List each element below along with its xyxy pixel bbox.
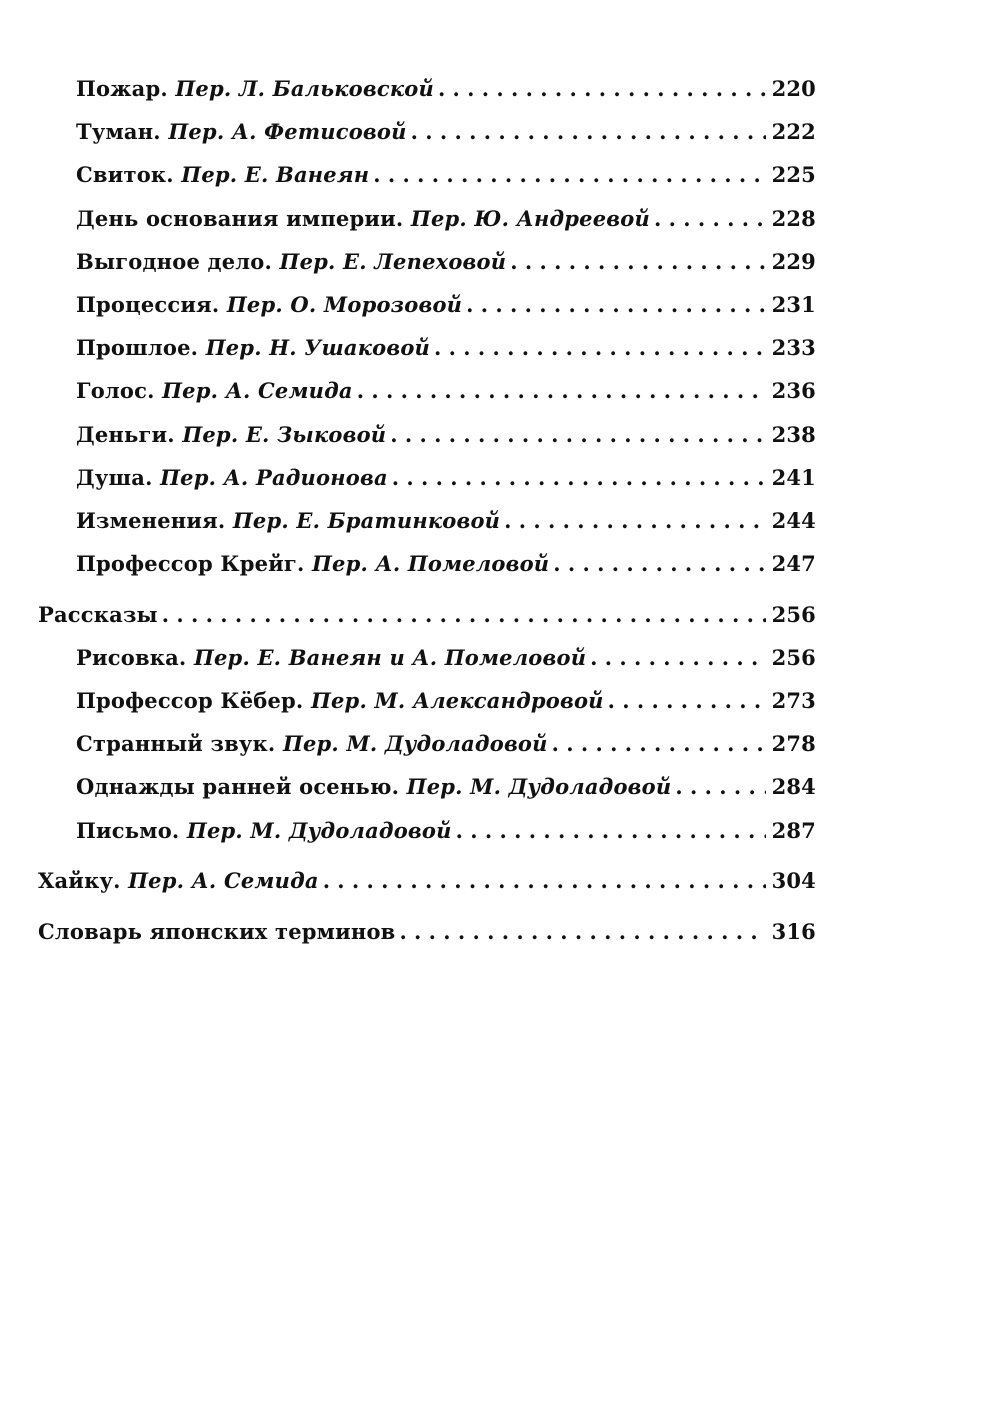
entry-page-number: 225 — [771, 162, 816, 188]
entry-translator: Пер. А. Семида — [162, 378, 353, 404]
dot-leader — [390, 422, 766, 447]
toc-entry — [38, 465, 816, 508]
toc-entry — [38, 774, 816, 817]
entry-title: Выгодное дело. Пер. Е. Лепеховой — [76, 248, 507, 274]
entry-title: Профессор Крейг. Пер. А. Помеловой — [76, 551, 550, 577]
entry-page-number: 273 — [771, 688, 816, 714]
dot-leader — [466, 292, 766, 317]
entry-translator: Пер. А. Радионова — [160, 464, 388, 490]
dot-leader — [675, 774, 766, 799]
entry-title: Голос. Пер. А. Семида — [76, 378, 353, 404]
toc-entry — [38, 508, 816, 551]
entry-page-number: 220 — [771, 76, 816, 101]
section-title: Хайку. Пер. А. Семида — [38, 868, 319, 894]
toc-entry — [38, 335, 816, 378]
dot-leader — [373, 162, 766, 187]
entry-translator: Пер. Е. Братинковой — [232, 507, 501, 533]
entry-translator: Пер. Л. Бальковской — [175, 76, 434, 101]
toc-entry — [38, 76, 816, 119]
entry-translator: Пер. М. Дудоладовой — [406, 774, 672, 800]
entry-title: День основания империи. Пер. Ю. Андреевой — [76, 205, 650, 231]
entry-page-number: 233 — [771, 335, 816, 361]
dot-leader — [323, 868, 766, 893]
dot-leader — [504, 508, 766, 533]
entry-translator: Пер. Е. Лепеховой — [279, 248, 507, 274]
entry-title: Процессия. Пер. О. Морозовой — [76, 291, 463, 317]
toc-entry — [38, 206, 816, 249]
section-title: Рассказы — [38, 601, 158, 627]
entry-title: Однажды ранней осенью. Пер. М. Дудоладовой — [76, 774, 672, 800]
dot-leader — [399, 919, 766, 944]
entry-translator: Пер. А. Помеловой — [312, 551, 550, 577]
entry-page-number: 316 — [771, 918, 816, 944]
dot-leader — [590, 645, 766, 670]
entry-translator: Пер. А. Фетисовой — [168, 119, 407, 145]
dot-leader — [552, 731, 766, 756]
toc-entry — [38, 645, 816, 688]
entry-translator: Пер. А. Семида — [128, 868, 319, 894]
dot-leader — [608, 688, 766, 713]
toc-section-entry — [38, 602, 816, 645]
entry-page-number: 247 — [771, 551, 816, 577]
toc-entry — [38, 119, 816, 162]
entry-page-number: 256 — [771, 601, 816, 627]
entry-title: Пожар. Пер. Л. Бальковской — [76, 76, 434, 101]
toc-entry — [38, 292, 816, 335]
entry-page-number: 231 — [771, 291, 816, 317]
entry-title: Душа. Пер. А. Радионова — [76, 464, 388, 490]
toc-entry — [38, 731, 816, 774]
toc-entry — [38, 551, 816, 594]
dot-leader — [411, 119, 766, 144]
dot-leader — [654, 206, 766, 231]
table-of-contents — [38, 76, 816, 962]
entry-page-number: 241 — [771, 464, 816, 490]
dot-leader — [553, 551, 766, 576]
dot-leader — [434, 335, 766, 360]
toc-section-entry — [38, 868, 816, 911]
toc-entry — [38, 162, 816, 205]
dot-leader — [438, 76, 766, 101]
entry-title: Рисовка. Пер. Е. Ванеян и А. Помеловой — [76, 644, 587, 670]
entry-title: Прошлое. Пер. Н. Ушаковой — [76, 335, 431, 361]
entry-title: Деньги. Пер. Е. Зыковой — [76, 421, 387, 447]
entry-title: Письмо. Пер. М. Дудоладовой — [76, 817, 452, 843]
entry-page-number: 244 — [771, 507, 816, 533]
entry-translator: Пер. Е. Зыковой — [182, 421, 387, 447]
dot-leader — [162, 602, 766, 627]
toc-entry — [38, 249, 816, 292]
toc-entry — [38, 378, 816, 421]
entry-page-number: 229 — [771, 248, 816, 274]
entry-translator: Пер. М. Дудоладовой — [282, 731, 548, 757]
entry-page-number: 228 — [771, 205, 816, 231]
entry-page-number: 256 — [771, 644, 816, 670]
entry-title: Профессор Кёбер. Пер. М. Александровой — [76, 688, 604, 714]
section-title: Словарь японских терминов — [38, 918, 396, 944]
toc-section-entry — [38, 919, 816, 962]
entry-translator: Пер. М. Дудоладовой — [186, 817, 452, 843]
entry-title: Свиток. Пер. Е. Ванеян — [76, 162, 370, 188]
entry-translator: Пер. М. Александровой — [310, 688, 604, 714]
dot-leader — [392, 465, 766, 490]
entry-translator: Пер. Н. Ушаковой — [205, 335, 431, 361]
dot-leader — [357, 378, 766, 403]
toc-entry — [38, 688, 816, 731]
entry-page-number: 222 — [771, 119, 816, 145]
entry-page-number: 284 — [771, 774, 816, 800]
entry-translator: Пер. О. Морозовой — [226, 291, 463, 317]
entry-title: Изменения. Пер. Е. Братинковой — [76, 507, 501, 533]
dot-leader — [510, 249, 766, 274]
entry-translator: Пер. Е. Ванеян — [181, 162, 370, 188]
toc-entry — [38, 818, 816, 861]
entry-page-number: 238 — [771, 421, 816, 447]
entry-title: Странный звук. Пер. М. Дудоладовой — [76, 731, 548, 757]
entry-translator: Пер. Е. Ванеян и А. Помеловой — [193, 644, 587, 670]
entry-page-number: 287 — [771, 817, 816, 843]
entry-page-number: 278 — [771, 731, 816, 757]
dot-leader — [456, 818, 766, 843]
entry-page-number: 236 — [771, 378, 816, 404]
entry-translator: Пер. Ю. Андреевой — [410, 205, 650, 231]
entry-title: Туман. Пер. А. Фетисовой — [76, 119, 407, 145]
toc-entry — [38, 422, 816, 465]
entry-page-number: 304 — [771, 868, 816, 894]
